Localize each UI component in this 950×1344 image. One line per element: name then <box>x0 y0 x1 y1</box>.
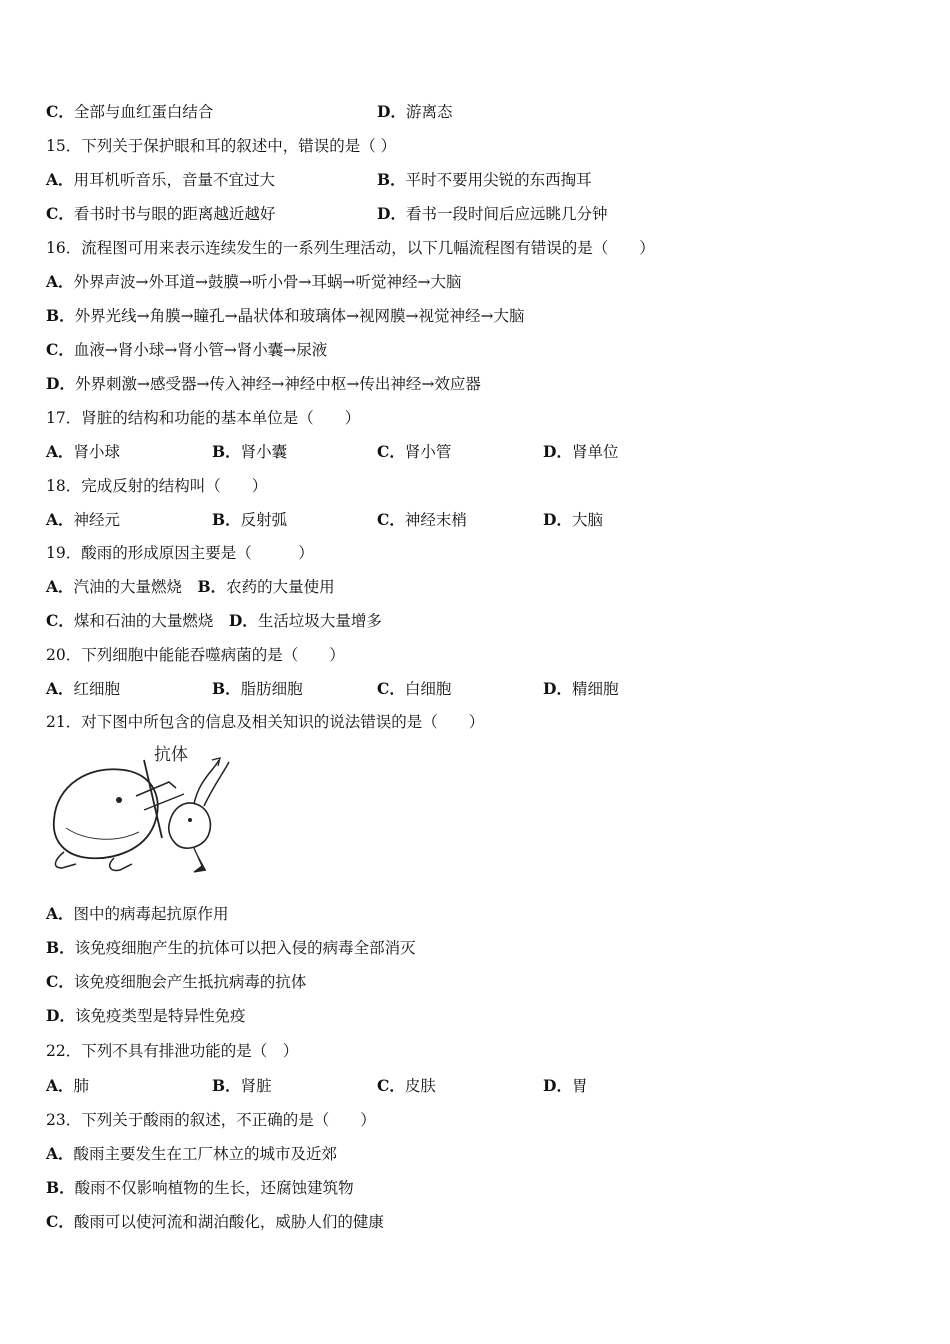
q20-option-d: D．精细胞 <box>543 679 619 698</box>
q16-option-b: B．外界光线→角膜→瞳孔→晶状体和玻璃体→视网膜→视觉神经→大脑 <box>46 306 525 325</box>
q22-option-b: B．肾脏 <box>212 1076 272 1095</box>
q20-option-a: A．红细胞 <box>46 679 121 698</box>
q22-option-c: C．皮肤 <box>377 1076 436 1095</box>
question-23-stem: 23．下列关于酸雨的叙述，不正确的是（ ） <box>46 1111 376 1129</box>
q17-option-a: A．肾小球 <box>46 442 121 461</box>
q15-option-c: C．看书时书与眼的距离越近越好 <box>46 204 276 223</box>
q21-option-c: C．该免疫细胞会产生抵抗病毒的抗体 <box>46 972 307 991</box>
option-c-line: C．全部与血红蛋白结合 <box>46 102 214 121</box>
q20-option-c: C．白细胞 <box>377 679 452 698</box>
question-17-stem: 17．肾脏的结构和功能的基本单位是（ ） <box>46 409 361 427</box>
question-16-stem: 16．流程图可用来表示连续发生的一系列生理活动，以下几幅流程图有错误的是（ ） <box>46 239 655 257</box>
q16-option-d: D．外界刺激→感受器→传入神经→神经中枢→传出神经→效应器 <box>46 374 481 393</box>
q16-option-c: C．血液→肾小球→肾小管→肾小囊→尿液 <box>46 340 328 359</box>
question-20-stem: 20．下列细胞中能能吞噬病菌的是（ ） <box>46 646 345 664</box>
question-21-stem: 21．对下图中所包含的信息及相关知识的说法错误的是（ ） <box>46 713 485 731</box>
question-18-stem: 18．完成反射的结构叫（ ） <box>46 477 268 495</box>
q15-option-a: A．用耳机听音乐，音量不宜过大 <box>46 170 276 189</box>
q22-option-a: A．肺 <box>46 1076 90 1095</box>
q23-option-c: C．酸雨可以使河流和湖泊酸化，威胁人们的健康 <box>46 1212 384 1231</box>
question-22-stem: 22．下列不具有排泄功能的是（ ） <box>46 1042 299 1060</box>
antibody-label: 抗体 <box>154 745 188 765</box>
q19-options-row-1: A．汽油的大量燃烧 B．农药的大量使用 <box>46 577 335 596</box>
antibody-virus-illustration <box>44 740 244 880</box>
q18-option-d: D．大脑 <box>543 510 603 529</box>
option-d-line: D．游离态 <box>377 102 453 121</box>
q23-option-b: B．酸雨不仅影响植物的生长，还腐蚀建筑物 <box>46 1178 354 1197</box>
q15-option-b: B．平时不要用尖锐的东西掏耳 <box>377 170 592 189</box>
q18-option-c: C．神经末梢 <box>377 510 467 529</box>
q23-option-a: A．酸雨主要发生在工厂林立的城市及近郊 <box>46 1144 338 1163</box>
q21-option-b: B．该免疫细胞产生的抗体可以把入侵的病毒全部消灭 <box>46 938 416 957</box>
q17-option-c: C．肾小管 <box>377 442 452 461</box>
q22-option-d: D．胃 <box>543 1076 588 1095</box>
q16-option-a: A．外界声波→外耳道→鼓膜→听小骨→耳蜗→听觉神经→大脑 <box>46 272 462 291</box>
q21-option-a: A．图中的病毒起抗原作用 <box>46 904 229 923</box>
q15-option-d: D．看书一段时间后应远眺几分钟 <box>377 204 608 223</box>
question-19-stem: 19．酸雨的形成原因主要是（ ） <box>46 544 314 562</box>
q20-option-b: B．脂肪细胞 <box>212 679 303 698</box>
q21-option-d: D．该免疫类型是特异性免疫 <box>46 1006 246 1025</box>
q17-option-d: D．肾单位 <box>543 442 619 461</box>
q17-option-b: B．肾小囊 <box>212 442 288 461</box>
q18-option-b: B．反射弧 <box>212 510 288 529</box>
q19-options-row-2: C．煤和石油的大量燃烧 D．生活垃圾大量增多 <box>46 611 382 630</box>
question-15-stem: 15．下列关于保护眼和耳的叙述中，错误的是（ ） <box>46 137 397 155</box>
q18-option-a: A．神经元 <box>46 510 121 529</box>
